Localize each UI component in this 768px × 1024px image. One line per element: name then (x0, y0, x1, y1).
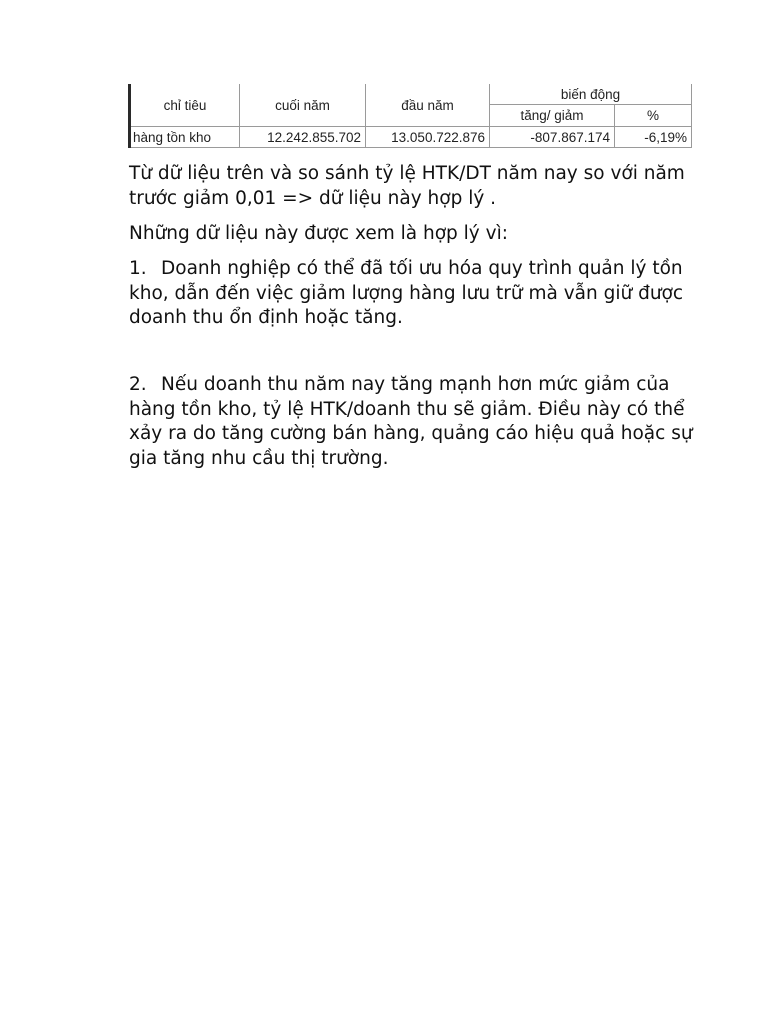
paragraph-reason-1 (129, 257, 699, 331)
header-end-year: cuối năm (240, 84, 366, 127)
header-variation: biến động (490, 84, 692, 105)
paragraph-conclusion: Từ dữ liệu trên và so sánh tỷ lệ HTK/DT năm nay so với năm trước giảm 0,01 => dữ liệu này hợp lý . (129, 163, 685, 209)
list-number-2: 2. (129, 374, 147, 395)
inventory-table (128, 84, 692, 148)
header-change: tăng/ giảm (490, 105, 615, 127)
reason-2-text: Nếu doanh thu năm nay tăng mạnh hơn mức giảm của hàng tồn kho, tỷ lệ HTK/doanh thu sẽ giảm. Điều này có thể xảy ra do tăng cường bán hàng, quảng cáo hiệu quả hoặc sự gia tăng nhu cầu thị trường. (129, 374, 693, 469)
list-number-1: 1. (129, 258, 147, 279)
header-start-year: đầu năm (366, 84, 490, 127)
row-label: hàng tồn kho (130, 127, 240, 148)
paragraph-reason-2 (129, 373, 699, 471)
header-percent: % (615, 105, 692, 127)
row-change: -807.867.174 (490, 127, 615, 148)
row-start-year: 13.050.722.876 (366, 127, 490, 148)
header-criteria: chỉ tiêu (130, 84, 240, 127)
paragraph-reason-intro: Những dữ liệu này được xem là hợp lý vì: (129, 223, 508, 244)
reason-1-text: Doanh nghiệp có thể đã tối ưu hóa quy trình quản lý tồn kho, dẫn đến việc giảm lượng hàng lưu trữ mà vẫn giữ được doanh thu ổn định hoặc tăng. (129, 258, 684, 328)
row-end-year: 12.242.855.702 (240, 127, 366, 148)
row-percent: -6,19% (615, 127, 692, 148)
table-row (130, 127, 692, 148)
